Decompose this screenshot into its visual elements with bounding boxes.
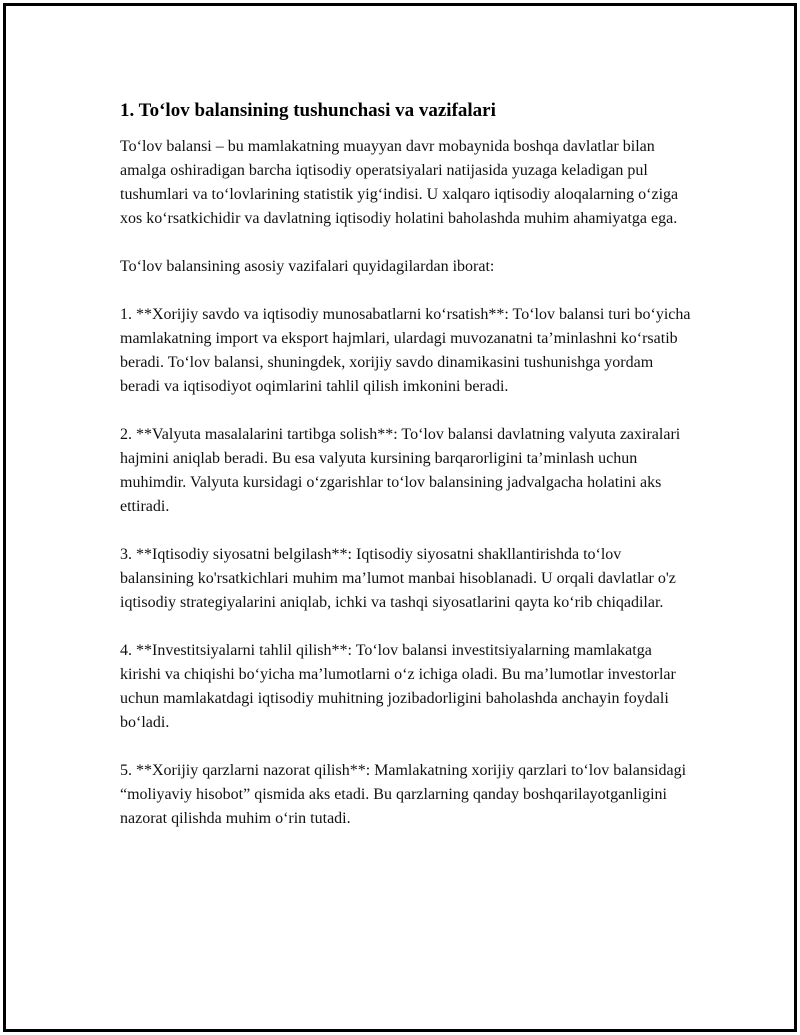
document-content bbox=[120, 99, 695, 855]
paragraph-function-5: 5. **Xorijiy qarzlarni nazorat qilish**: Mamlakatning xorijiy qarzlari to‘lov balansidagi “moliyaviy hisobot” qismida aks etadi. Bu qarzlarning qanday boshqarilayotganligini nazorat qilishda muhim o‘rin tutadi. bbox=[120, 762, 687, 827]
section-heading: 1. To‘lov balansining tushunchasi va vazifalari bbox=[120, 100, 496, 121]
paragraph-function-4: 4. **Investitsiyalarni tahlil qilish**: To‘lov balansi investitsiyalarning mamlakatga kirishi va chiqishi bo‘yicha ma’lumotlarni o‘z ichiga oladi. Bu ma’lumotlar investorlar uchun mamlakatdagi iqtisodiy muhitning jozibadorligini baholashda anchayin foydali bo‘ladi. bbox=[120, 642, 676, 731]
document-page bbox=[3, 3, 797, 1032]
paragraph-definition: To‘lov balansi – bu mamlakatning muayyan davr mobaynida boshqa davlatlar bilan amalga oshiradigan barcha iqtisodiy operatsiyalari natijasida yuzaga keladigan pul tushumlari va to‘lovlarining statistik yig‘indisi. U xalqaro iqtisodiy aloqalarning o‘ziga xos ko‘rsatkichidir va davlatning iqtisodiy holatini baholashda muhim ahamiyatga ega. bbox=[120, 138, 679, 227]
paragraph-function-3: 3. **Iqtisodiy siyosatni belgilash**: Iqtisodiy siyosatni shakllantirishda to‘lov balansining ko'rsatkichlari muhim ma’lumot manbai hisoblanadi. U orqali davlatlar o'z iqtisodiy strategiyalarini aniqlab, ichki va tashqi siyosatlarini qayta ko‘rib chiqadilar. bbox=[120, 546, 676, 611]
paragraph-functions-intro: To‘lov balansining asosiy vazifalari quyidagilardan iborat: bbox=[120, 258, 495, 275]
paragraph-function-2: 2. **Valyuta masalalarini tartibga solish**: To‘lov balansi davlatning valyuta zaxiralari hajmini aniqlab beradi. Bu esa valyuta kursining barqarorligini ta’minlash uchun muhimdir. Valyuta kursidagi o‘zgarishlar to‘lov balansining jadvalgacha holatini aks ettiradi. bbox=[120, 426, 681, 515]
paragraph-function-1: 1. **Xorijiy savdo va iqtisodiy munosabatlarni ko‘rsatish**: To‘lov balansi turi bo‘yicha mamlakatning import va eksport hajmlari, ulardagi muvozanatni ta’minlashni ko‘rsatib beradi. To‘lov balansi, shuningdek, xorijiy savdo dinamikasini tushunishga yordam beradi va iqtisodiyot oqimlarini tahlil qilish imkonini beradi. bbox=[120, 306, 691, 395]
